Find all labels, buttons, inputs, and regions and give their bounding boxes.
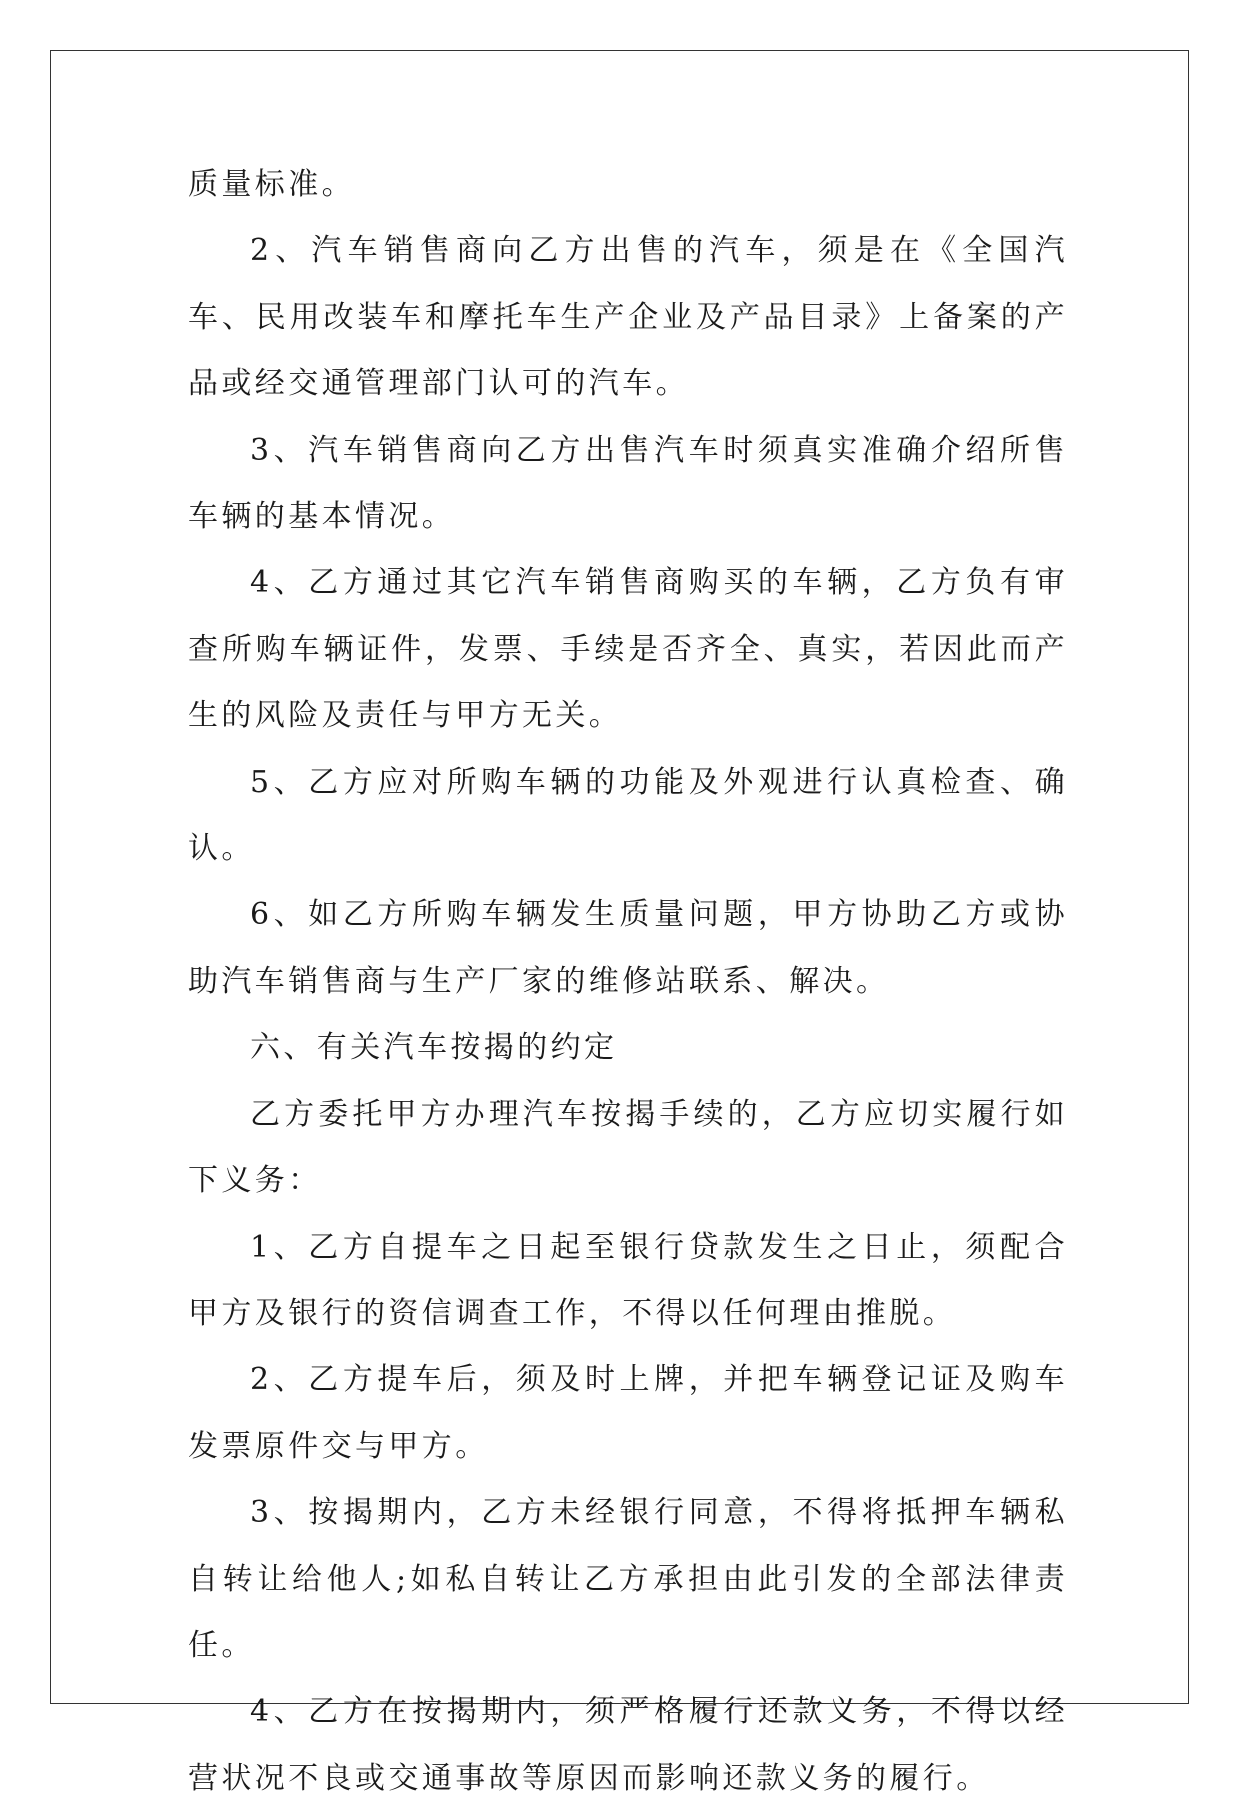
paragraph-clause-2-vehicle-catalog: 2、汽车销售商向乙方出售的汽车，须是在《全国汽车、民用改装车和摩托车生产企业及产品目录》上备案的产品或经交通管理部门认可的汽车。: [188, 233, 1068, 402]
paragraph-clause-3-vehicle-info: 3、汽车销售商向乙方出售汽车时须真实准确介绍所售车辆的基本情况。: [188, 432, 1068, 535]
paragraph-clause-4-other-dealers: 4、乙方通过其它汽车销售商购买的车辆，乙方负有审查所购车辆证件，发票、手续是否齐全、真实，若因此而产生的风险及责任与甲方无关。: [188, 565, 1068, 734]
section-heading-mortgage: 六、有关汽车按揭的约定: [250, 1030, 618, 1066]
paragraph-mortgage-clause-4: 4、乙方在按揭期内，须严格履行还款义务，不得以经营状况不良或交通事故等原因而影响还款义务的履行。: [188, 1694, 1068, 1796]
paragraph-quality-standard: 质量标准。: [188, 167, 355, 202]
paragraph-mortgage-clause-2: 2、乙方提车后，须及时上牌，并把车辆登记证及购车发票原件交与甲方。: [188, 1362, 1068, 1464]
paragraph-mortgage-intro: 乙方委托甲方办理汽车按揭手续的，乙方应切实履行如下义务：: [188, 1096, 1068, 1199]
paragraph-mortgage-clause-3: 3、按揭期内，乙方未经银行同意，不得将抵押车辆私自转让给他人;如私自转让乙方承担由此引发的全部法律责任。: [188, 1495, 1068, 1663]
paragraph-mortgage-clause-1: 1、乙方自提车之日起至银行贷款发生之日止，须配合甲方及银行的资信调查工作，不得以任何理由推脱。: [188, 1229, 1068, 1331]
paragraph-clause-5-inspection: 5、乙方应对所购车辆的功能及外观进行认真检查、确认。: [188, 764, 1068, 867]
document-body: [188, 152, 1068, 1812]
paragraph-clause-6-quality-issues: 6、如乙方所购车辆发生质量问题，甲方协助乙方或协助汽车销售商与生产厂家的维修站联系、解决。: [188, 897, 1068, 999]
